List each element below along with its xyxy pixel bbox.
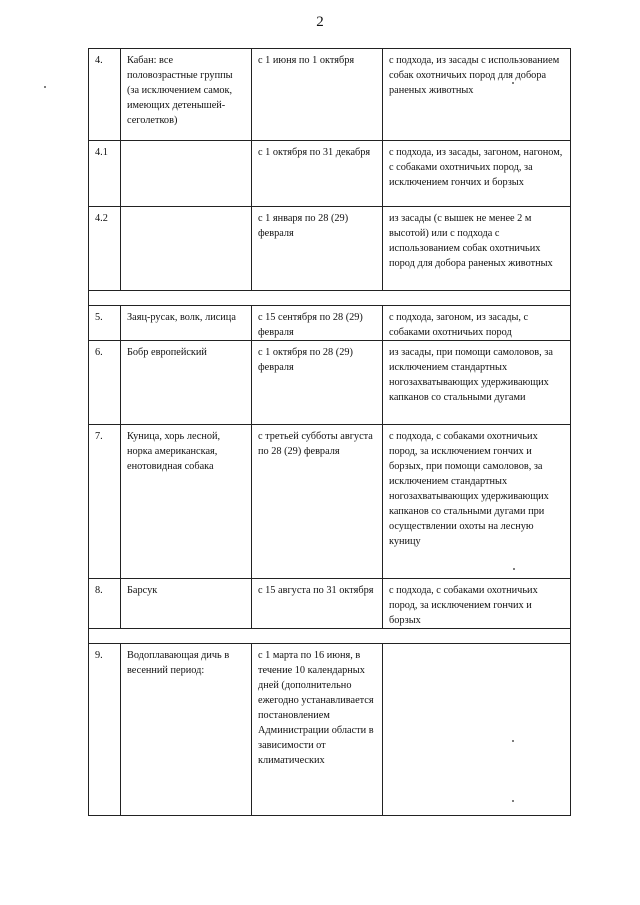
table-row	[89, 141, 571, 207]
method-cell: с подхода, из засады с использованием собак охотничьих пород для добора раненых животных	[383, 49, 571, 141]
method-cell: с подхода, загоном, из засады, с собаками охотничьих пород	[383, 306, 571, 341]
table-row	[89, 644, 571, 816]
period-cell: с 15 сентября по 28 (29) февраля	[252, 306, 383, 341]
row-number-cell: 4.	[89, 49, 121, 141]
period-cell: с 1 марта по 16 июня, в течение 10 календарных дней (дополнительно ежегодно устанавливается постановлением Администрации области в зависимости от климатических	[252, 644, 383, 816]
scan-speck	[44, 86, 46, 88]
method-cell: с подхода, из засады, загоном, нагоном, с собаками охотничьих пород, за исключением гончих и борзых	[383, 141, 571, 207]
species-cell: Бобр европейский	[121, 341, 252, 425]
scan-speck	[512, 740, 514, 742]
period-cell: с 1 января по 28 (29) февраля	[252, 207, 383, 291]
period-cell: с третьей субботы августа по 28 (29) февраля	[252, 425, 383, 579]
spacer-row	[89, 291, 571, 306]
species-cell: Куница, хорь лесной, норка американская, енотовидная собака	[121, 425, 252, 579]
row-number-cell: 4.1	[89, 141, 121, 207]
method-cell	[383, 644, 571, 816]
hunting-periods-table	[88, 48, 571, 816]
species-cell: Заяц-русак, волк, лисица	[121, 306, 252, 341]
period-cell: с 1 октября по 28 (29) февраля	[252, 341, 383, 425]
table-row	[89, 341, 571, 425]
row-number-cell: 5.	[89, 306, 121, 341]
period-cell: с 1 июня по 1 октября	[252, 49, 383, 141]
period-cell: с 15 августа по 31 октября	[252, 579, 383, 629]
row-number-cell: 4.2	[89, 207, 121, 291]
row-number-cell: 8.	[89, 579, 121, 629]
method-cell: с подхода, с собаками охотничьих пород, за исключением гончих и борзых, при помощи самоловов, за исключением стандартных ногозахватывающих удерживающих капканов со стальными дугами при осуществлении охоты на лесную куницу	[383, 425, 571, 579]
table-row	[89, 579, 571, 629]
table-row	[89, 306, 571, 341]
spacer-cell	[89, 629, 571, 644]
table-row	[89, 49, 571, 141]
species-cell: Водоплавающая дичь в весенний период:	[121, 644, 252, 816]
species-cell: Кабан: все половозрастные группы (за исключением самок, имеющих детенышей-сеголетков)	[121, 49, 252, 141]
page-number: 2	[316, 14, 324, 30]
method-cell: с подхода, с собаками охотничьих пород, за исключением гончих и борзых	[383, 579, 571, 629]
scan-speck	[512, 800, 514, 802]
scan-speck	[512, 82, 514, 84]
period-cell: с 1 октября по 31 декабря	[252, 141, 383, 207]
table-row	[89, 207, 571, 291]
spacer-row	[89, 629, 571, 644]
species-cell: Барсук	[121, 579, 252, 629]
method-cell: из засады (с вышек не менее 2 м высотой) или с подхода с использованием собак охотничьих пород для добора раненых животных	[383, 207, 571, 291]
scan-speck	[513, 568, 515, 570]
spacer-cell	[89, 291, 571, 306]
method-cell: из засады, при помощи самоловов, за исключением стандартных ногозахватывающих удерживающих капканов со стальными дугами	[383, 341, 571, 425]
row-number-cell: 6.	[89, 341, 121, 425]
table-row	[89, 425, 571, 579]
row-number-cell: 9.	[89, 644, 121, 816]
row-number-cell: 7.	[89, 425, 121, 579]
species-cell	[121, 207, 252, 291]
species-cell	[121, 141, 252, 207]
